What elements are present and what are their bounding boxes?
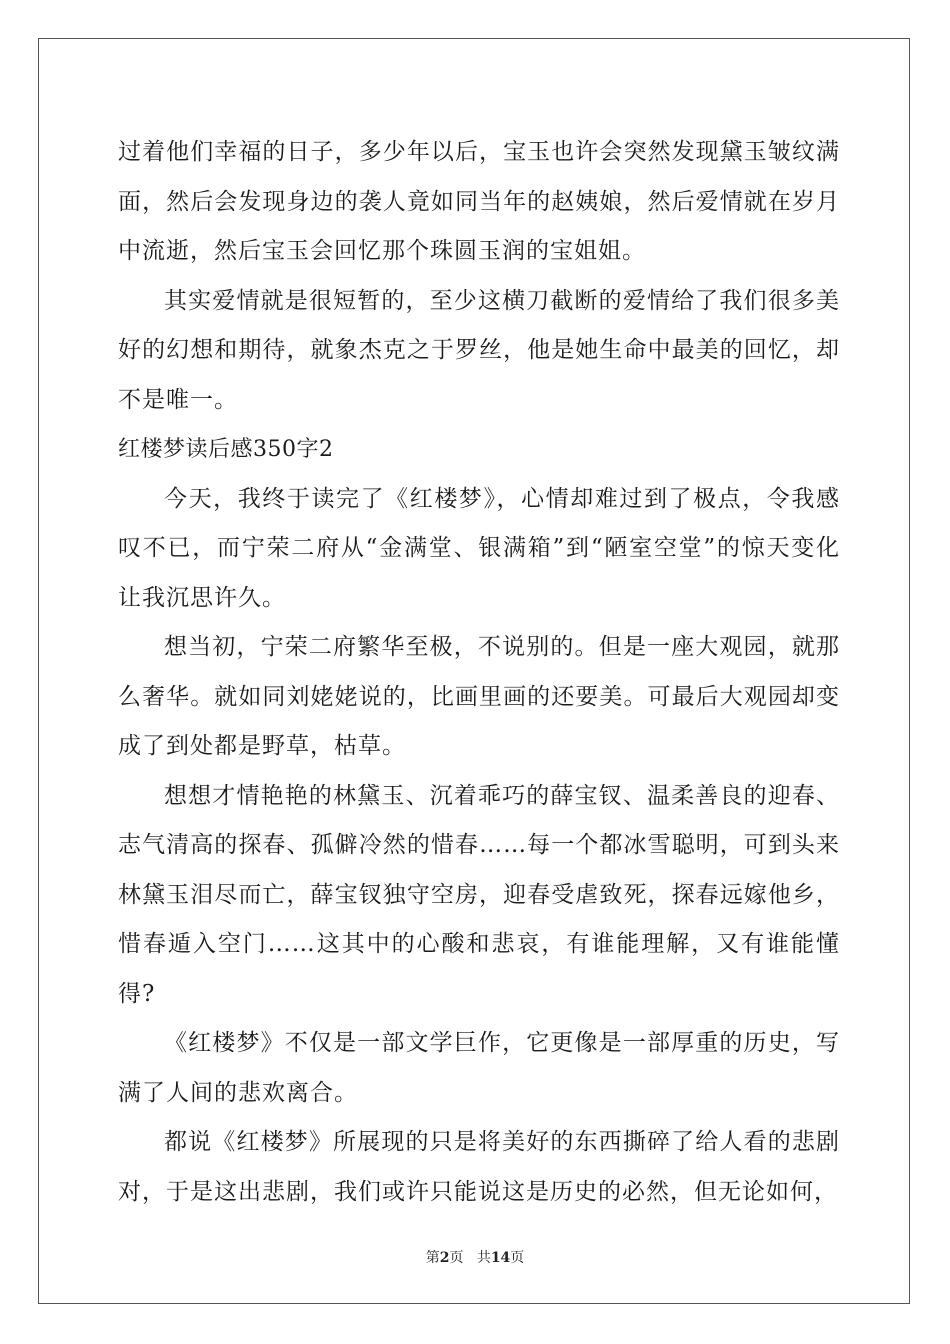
- page-number: 2: [439, 1250, 450, 1266]
- section-heading: 红楼梦读后感350字2: [118, 437, 334, 462]
- paragraph: 今天，我终于读完了《红楼梦》，心情却难过到了极点，令我感叹不已，而宁荣二府从“金满堂、银满箱”到“陋室空堂”的惊天变化让我沉思许久。: [118, 485, 840, 611]
- paragraph: 过着他们幸福的日子，多少年以后，宝玉也许会突然发现黛玉皱纹满面，然后会发现身边的袭人竟如同当年的赵姨娘，然后爱情就在岁月中流逝，然后宝玉会回忆那个珠圆玉润的宝姐姐。: [118, 139, 840, 264]
- paragraph: 想想才情艳艳的林黛玉、沉着乖巧的薛宝钗、温柔善良的迎春、志气清高的探春、孤僻冷然的惜春……每一个都冰雪聪明，可到头来林黛玉泪尽而亡，薛宝钗独守空房，迎春受虐致死，探春远嫁他乡，惜春遁入空门……这其中的心酸和悲哀，有谁能理解，又有谁能懂得?: [118, 782, 840, 1007]
- paragraph: 《红楼梦》不仅是一部文学巨作，它更像是一部厚重的历史，写满了人间的悲欢离合。: [118, 1030, 840, 1106]
- paragraph: 都说《红楼梦》所展现的只是将美好的东西撕碎了给人看的悲剧对，于是这出悲剧，我们或许只能说这是历史的必然，但无论如何，: [118, 1129, 840, 1205]
- total-suffix: 页: [510, 1250, 525, 1266]
- total-pages: 14: [490, 1250, 511, 1266]
- paragraph: 想当初，宁荣二府繁华至极，不说别的。但是一座大观园，就那么奢华。就如同刘姥姥说的，比画里画的还要美。可最后大观园却变成了到处都是野草，枯草。: [118, 634, 840, 759]
- page-footer: [0, 1247, 950, 1267]
- paragraph: 其实爱情就是很短暂的，至少这横刀截断的爱情给了我们很多美好的幻想和期待，就象杰克之于罗丝，他是她生命中最美的回忆，却不是唯一。: [118, 287, 840, 413]
- page-prefix: 第: [425, 1250, 440, 1266]
- page-suffix: 页: [449, 1250, 464, 1266]
- total-prefix: 共: [476, 1250, 491, 1266]
- document-body: [118, 128, 840, 1217]
